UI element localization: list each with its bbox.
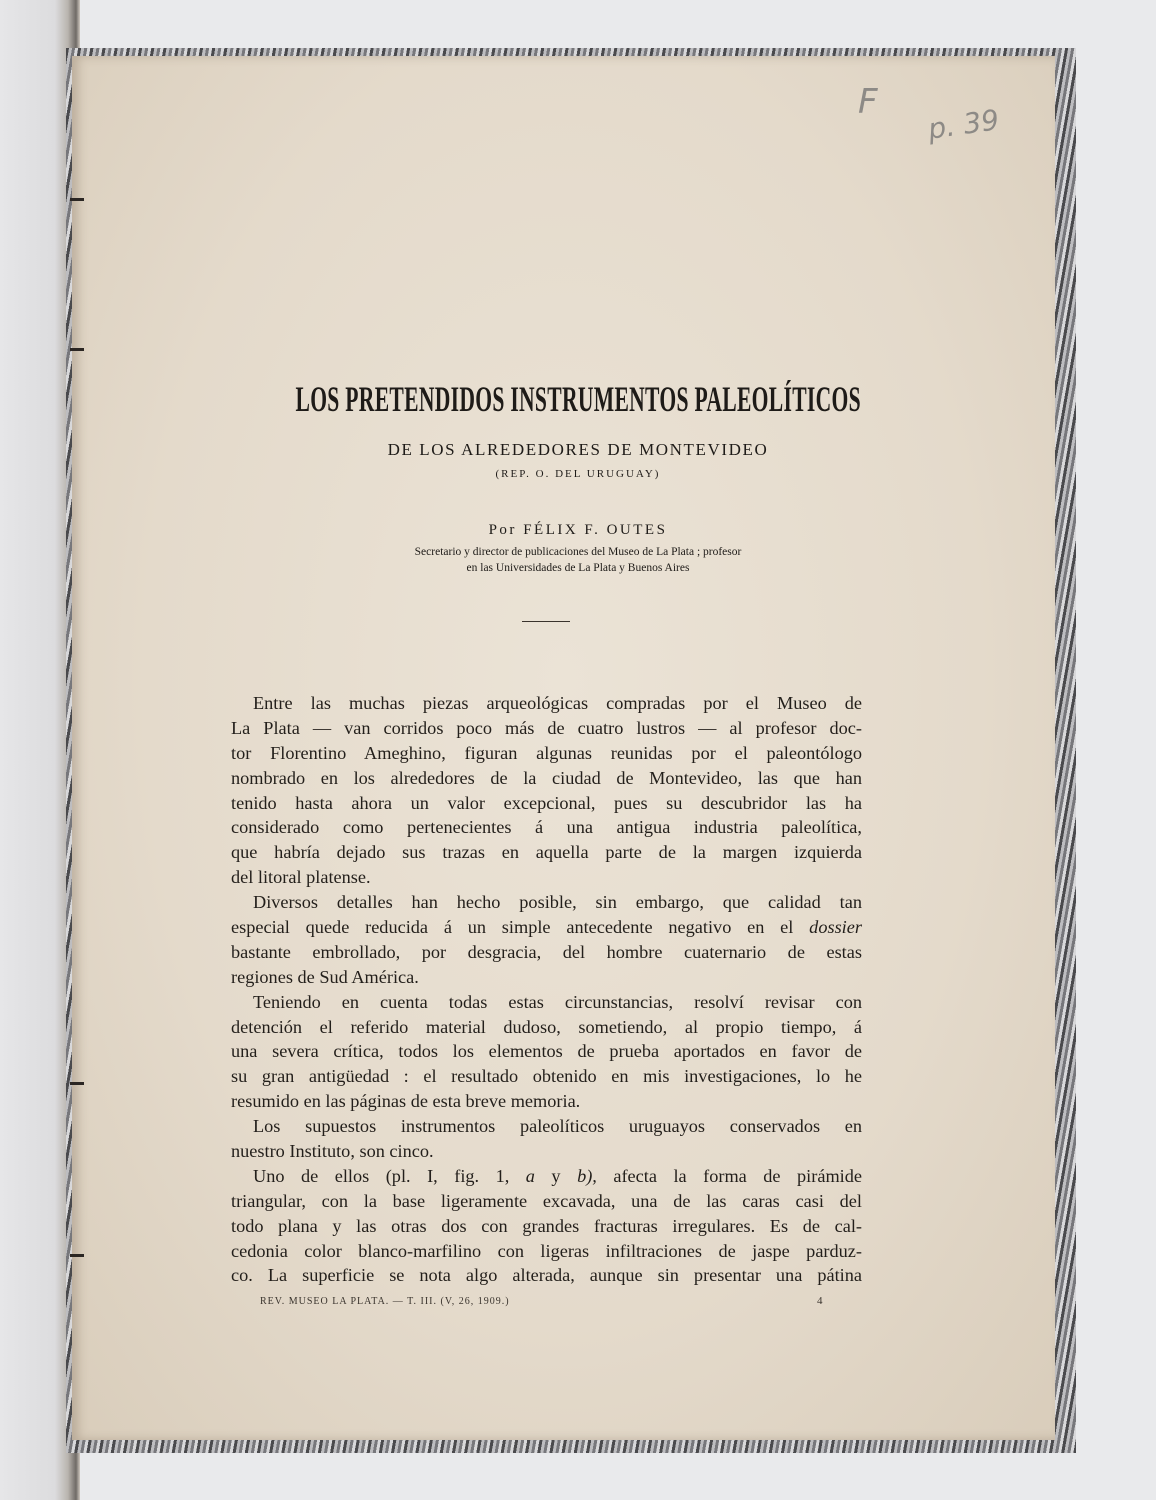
text-segment: nombrado en los alrededores de la ciudad de Montevideo, las que han [231,767,862,788]
text-line [231,1189,862,1214]
text-line [231,1114,862,1139]
text-line [231,865,862,890]
article-subtitle: DE LOS ALREDEDORES DE MONTEVIDEO [387,440,769,459]
author-affiliation: Secretario y director de publicaciones del Museo de La Plata ; profesor [414,546,742,558]
text-segment: su gran antigüedad : el resultado obtenido en mis investigaciones, lo he [231,1066,862,1087]
section-divider [522,621,570,622]
text-segment: Los supuestos instrumentos paleolíticos uruguayos conservados en [253,1116,862,1137]
article-location: (REP. O. DEL URUGUAY) [495,468,661,480]
text-line [231,1164,862,1189]
text-segment: especial quede reducida á un simple antecedente negativo en el [231,917,810,938]
byline-por: Por [488,522,517,538]
handwritten-mark-f: F [858,82,878,122]
text-segment: triangular, con la base ligeramente excavada, una de las caras casi del [231,1190,862,1211]
text-line [231,716,862,741]
text-line [231,1239,862,1264]
text-segment: Entre las muchas piezas arqueológicas compradas por el Museo de [253,693,862,713]
text-line [231,1089,862,1114]
text-line [231,840,862,865]
text-line [231,1064,862,1089]
italic-text: b), [577,1165,597,1186]
text-segment: considerado como pertenecientes á una antigua industria paleolítica, [231,817,862,838]
footer-citation: REV. MUSEO LA PLATA. — T. III. (V, 26, 1909.) [260,1296,510,1307]
article-title-text: LOS PRETENDIDOS INSTRUMENTOS PALEOLÍTICOS [295,379,861,419]
text-segment: tor Florentino Ameghino, figuran algunas reunidas por el paleontólogo [231,742,862,763]
text-line [231,990,862,1015]
binding-stitch [70,348,84,351]
text-line [231,1263,862,1288]
text-segment: una severa crítica, todos los elementos de prueba aportados en favor de [231,1041,862,1062]
byline [0,522,1156,539]
text-line [231,890,862,915]
text-line [231,766,862,791]
italic-text: a [525,1165,535,1186]
text-segment: cedonia color blanco-marfilino con ligeras infiltraciones de jaspe parduz- [231,1240,862,1261]
binding-stitch [70,1082,84,1085]
text-line [231,1015,862,1040]
text-line [231,741,862,766]
text-segment: que habría dejado sus trazas en aquella parte de la margen izquierda [231,842,862,863]
text-segment: y [534,1165,578,1186]
text-segment: todo plana y las otras dos con grandes fracturas irregulares. Es de cal- [231,1215,862,1236]
text-segment: resumido en las páginas de esta breve memoria. [231,1091,581,1112]
handwritten-page-mark: p. 39 [926,103,1002,146]
author-affiliation: en las Universidades de La Plata y Buenos Aires [466,562,690,574]
binding-stitch [70,198,84,201]
text-segment: del litoral platense. [231,867,371,888]
text-segment: afecta la forma de pirámide [596,1165,862,1186]
text-segment: bastante embrollado, por desgracia, del hombre cuaternario de estas [231,941,862,962]
text-line [231,815,862,840]
text-line [231,1039,862,1064]
text-line [231,915,862,940]
text-segment: La Plata — van corridos poco más de cuatro lustros — al profesor doc- [231,717,862,738]
text-segment: regiones de Sud América. [231,966,419,987]
text-line [231,940,862,965]
article-title [0,378,1156,420]
text-segment: nuestro Instituto, son cinco. [231,1141,434,1162]
text-line [231,691,862,716]
italic-text: dossier [809,917,862,938]
text-line [231,1214,862,1239]
text-line [231,1139,862,1164]
article-body [231,691,862,1288]
text-line [231,791,862,816]
text-segment: Diversos detalles han hecho posible, sin embargo, que calidad tan [253,892,862,913]
author-name: FÉLIX F. OUTES [523,522,668,538]
text-line [231,965,862,990]
text-segment: Uno de ellos (pl. I, fig. 1, [253,1165,526,1186]
binding-stitch [70,1254,84,1257]
text-segment: Teniendo en cuenta todas estas circunstancias, resolví revisar con [253,991,862,1012]
text-segment: detención el referido material dudoso, sometiendo, al propio tiempo, á [231,1016,862,1037]
text-segment: co. La superficie se nota algo alterada, aunque sin presentar una pátina [231,1265,862,1286]
signature-number: 4 [817,1295,823,1307]
text-segment: tenido hasta ahora un valor excepcional, pues su descubridor las ha [231,792,862,813]
